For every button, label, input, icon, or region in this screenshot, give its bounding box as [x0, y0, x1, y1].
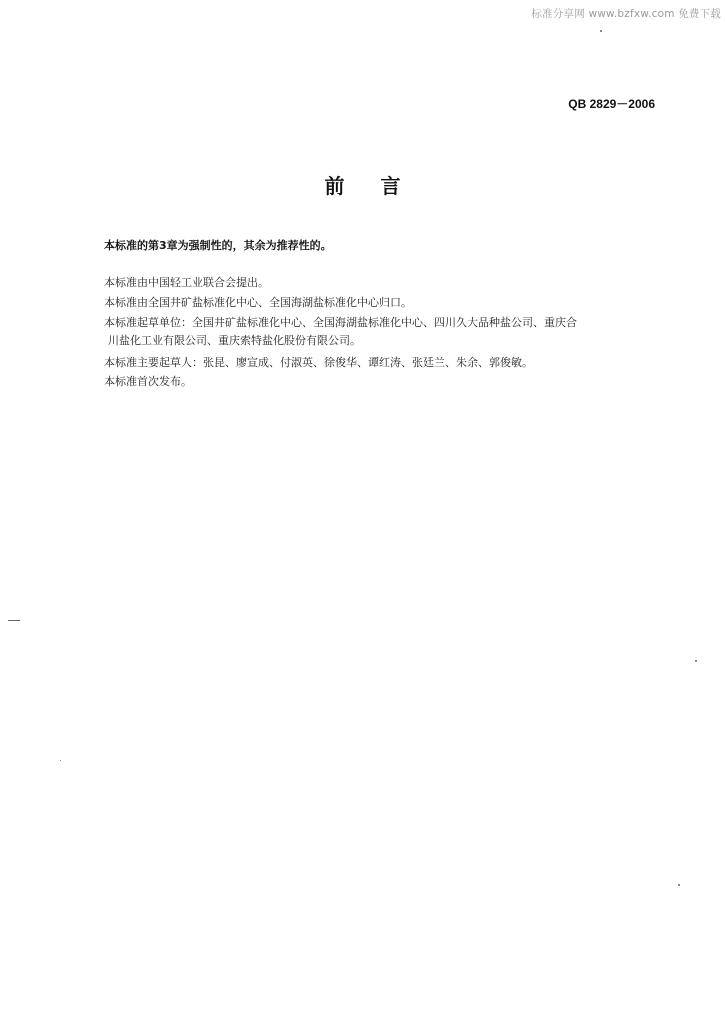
title-char-2: 言	[380, 174, 401, 198]
scan-speck	[600, 30, 602, 32]
document-code: QB 2829－2006	[568, 97, 655, 111]
paragraph-proposed-by: 本标准由中国轻工业联合会提出。	[104, 276, 269, 289]
paragraph-drafting-units: 本标准起草单位：全国井矿盐标准化中心、全国海湖盐标准化中心、四川久大品种盐公司、重庆合	[104, 316, 577, 329]
mandatory-note: 本标准的第3章为强制性的，其余为推荐性的。	[104, 239, 332, 252]
watermark-text: 标准分享网 www.bzfxw.com 免费下载	[531, 8, 721, 20]
margin-mark	[8, 620, 20, 621]
scan-speck	[695, 660, 697, 662]
paragraph-first-release: 本标准首次发布。	[104, 375, 192, 388]
page-title	[0, 170, 725, 199]
scan-speck	[678, 884, 680, 886]
paragraph-main-drafters: 本标准主要起草人：张昆、廖宣成、付淑英、徐俊华、谭红涛、张廷兰、朱余、郭俊敏。	[104, 356, 533, 369]
paragraph-drafting-units-continued: 川盐化工业有限公司、重庆索特盐化股份有限公司。	[108, 334, 361, 347]
scan-speck	[60, 760, 61, 761]
paragraph-managed-by: 本标准由全国井矿盐标准化中心、全国海湖盐标准化中心归口。	[104, 296, 412, 309]
title-char-1: 前	[324, 174, 345, 198]
